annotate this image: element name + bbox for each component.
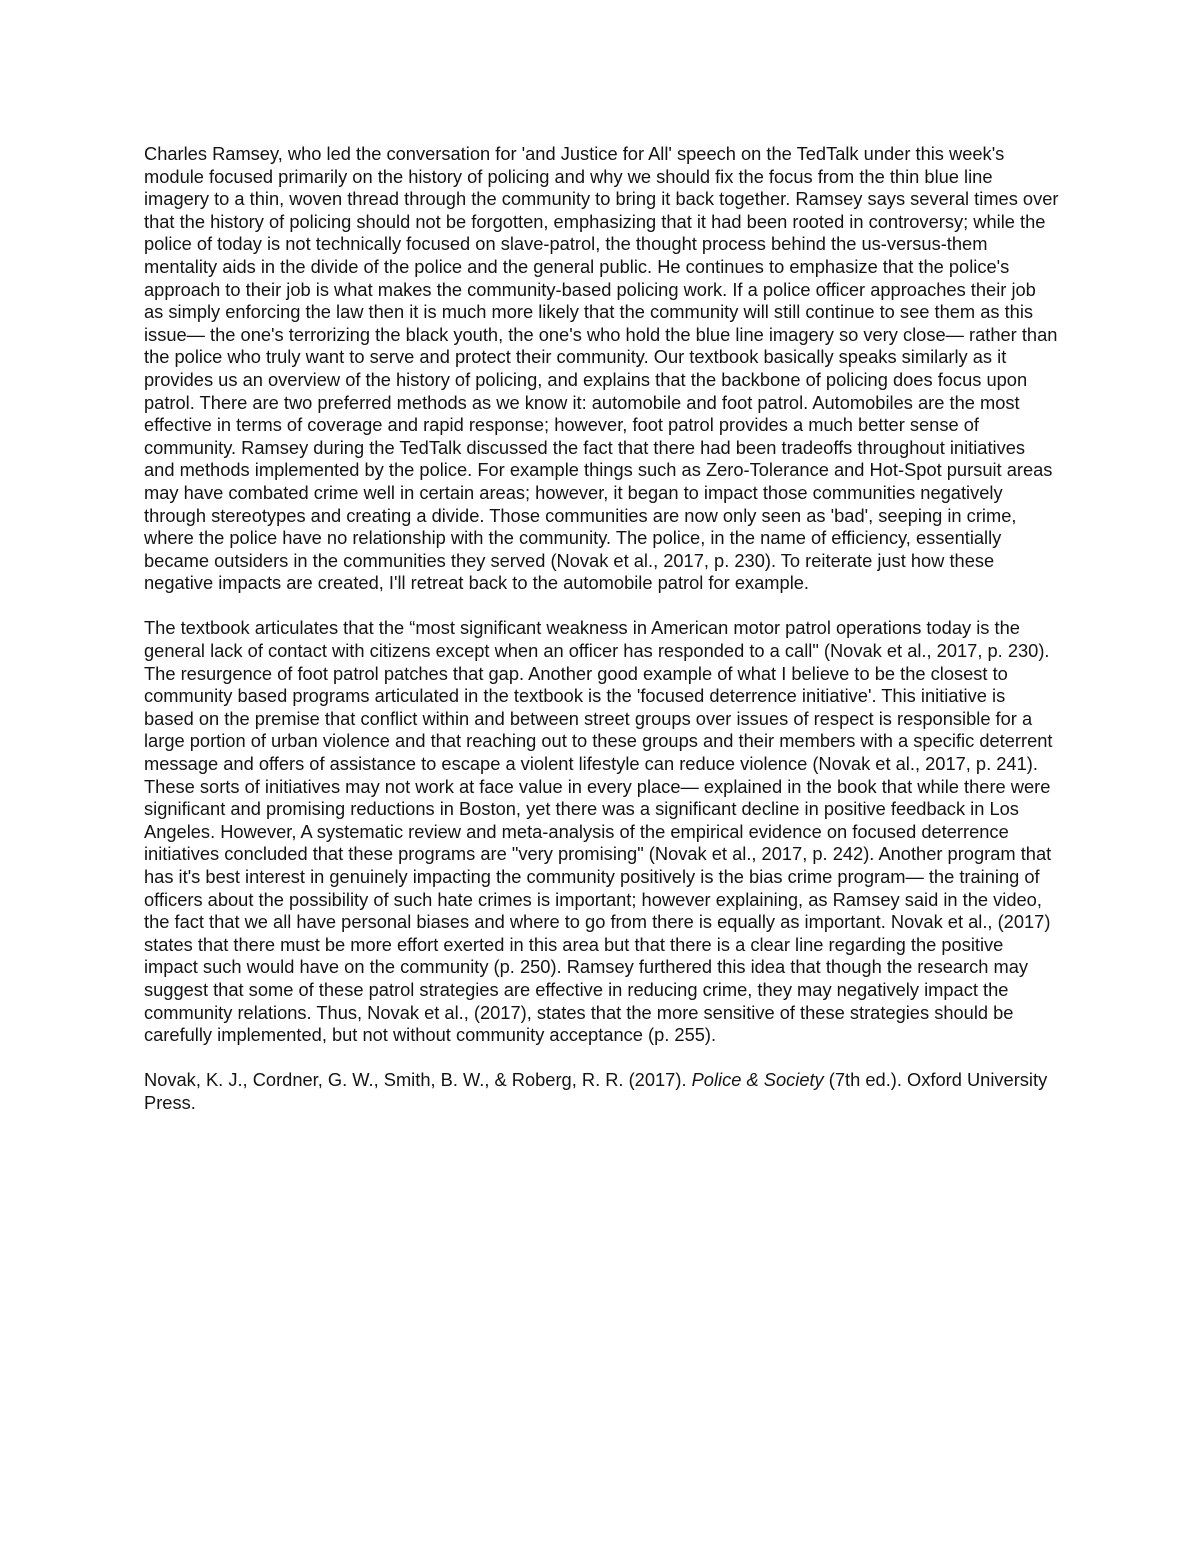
body-paragraph: The textbook articulates that the “most significant weakness in American motor patrol operations today is the general lack of contact with citizens except when an officer has responded to a call" (Novak et al., 2017, p. 230). The resurgence of foot patrol patches that gap. Another good example of what I believe to be the closest to community based programs articulated in the textbook is the 'focused deterrence initiative'. This initiative is based on the premise that conflict within and between street groups over issues of respect is responsible for a large portion of urban violence and that reaching out to these groups and their members with a specific deterrent message and offers of assistance to escape a violent lifestyle can reduce violence (Novak et al., 2017, p. 241). These sorts of initiatives may not work at face value in every place— explained in the book that while there were significant and promising reductions in Boston, yet there was a significant decline in positive feedback in Los Angeles. However, A systematic review and meta-analysis of the empirical evidence on focused deterrence initiatives concluded that these programs are "very promising" (Novak et al., 2017, p. 242). Another program that has it's best interest in genuinely impacting the community positively is the bias crime program— the training of officers about the possibility of such hate crimes is important; however explaining, as Ramsey said in the video, the fact that we all have personal biases and where to go from there is equally as important. Novak et al., (2017) states that there must be more effort exerted in this area but that there is a clear line regarding the positive impact such would have on the community (p. 250). Ramsey furthered this idea that though the research may suggest that some of these patrol strategies are effective in reducing crime, they may negatively impact the community relations. Thus, Novak et al., (2017), states that the more sensitive of these strategies should be carefully implemented, but not without community acceptance (p. 255). [144, 617, 1053, 1046]
reference-details: (7th ed.). Oxford University Press. [144, 1069, 1048, 1113]
document-body [144, 143, 1059, 1115]
body-paragraph: Charles Ramsey, who led the conversation for 'and Justice for All' speech on the TedTalk under this week's module focused primarily on the history of policing and why we should fix the focus from the thin blue line imagery to a thin, woven thread through the community to bring it back together. Ramsey says several times over that the history of policing should not be forgotten, emphasizing that it had been rooted in controversy; while the police of today is not technically focused on slave-patrol, the thought process behind the us-versus-them mentality aids in the divide of the police and the general public. He continues to emphasize that the police's approach to their job is what makes the community-based policing work. If a police officer approaches their job as simply enforcing the law then it is much more likely that the community will still continue to see them as this issue— the one's terrorizing the black youth, the one's who hold the blue line imagery so very close— rather than the police who truly want to serve and protect their community. Our textbook basically speaks similarly as it provides us an overview of the history of policing, and explains that the backbone of policing does focus upon patrol. There are two preferred methods as we know it: automobile and foot patrol. Automobiles are the most effective in terms of coverage and rapid response; however, foot patrol provides a much better sense of community. Ramsey during the TedTalk discussed the fact that there had been tradeoffs throughout initiatives and methods implemented by the police. For example things such as Zero-Tolerance and Hot-Spot pursuit areas may have combated crime well in certain areas; however, it began to impact those communities negatively through stereotypes and creating a divide. Those communities are now only seen as 'bad', seeping in crime, where the police have no relationship with the community. The police, in the name of efficiency, essentially became outsiders in the communities they served (Novak et al., 2017, p. 230). To reiterate just how these negative impacts are created, I'll retreat back to the automobile patrol for example. [144, 143, 1059, 594]
reference-entry [144, 1069, 1059, 1114]
reference-authors-year: Novak, K. J., Cordner, G. W., Smith, B. W., & Roberg, R. R. (2017). [144, 1069, 692, 1091]
reference-title: Police & Society [691, 1069, 824, 1091]
